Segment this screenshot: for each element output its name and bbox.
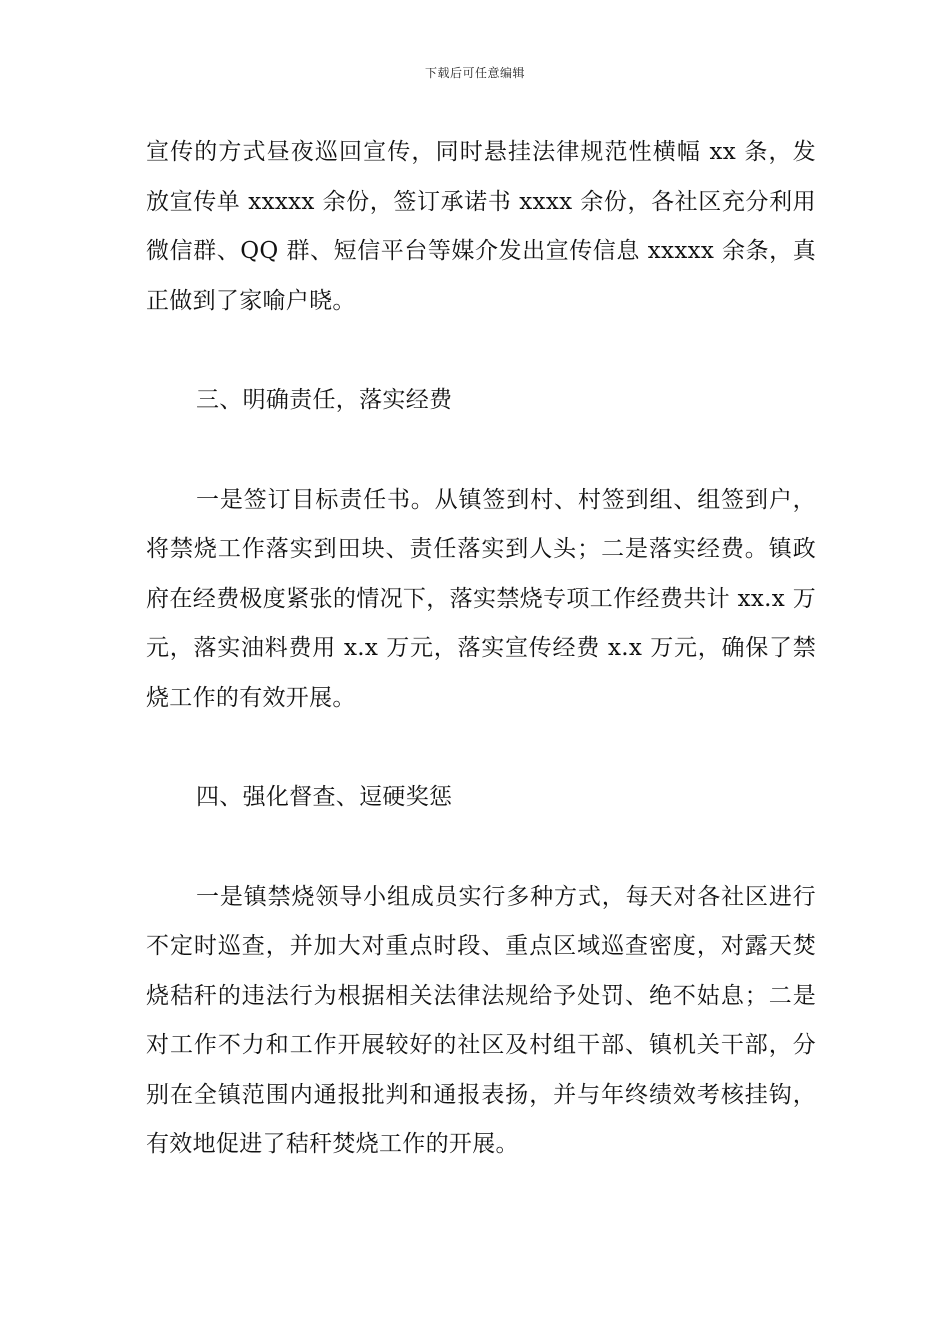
section-heading-3: 三、明确责任，落实经费 [196,387,453,413]
paragraph-gap [146,326,816,376]
paragraph-inspection: 一是镇禁烧领导小组成员实行多种方式，每天对各社区进行不定时巡查，并加大对重点时段、重点区域巡查密度，对露天焚烧秸秆的违法行为根据相关法律法规给予处罚、绝不姑息；二是对工作不力和工作开展较好的社区及村组干部、镇机关干部，分别在全镇范围内通报批判和通报表扬，并与年终绩效考核挂钩，有效地促进了秸秆焚烧工作的开展。 [146,883,816,1157]
paragraph-gap [146,723,816,773]
page-header: 下载后可任意编辑 [424,66,525,80]
paragraph-publicity: 宣传的方式昼夜巡回宣传，同时悬挂法律规范性横幅 xx 条，发放宣传单 xxxxx 余份，签订承诺书 xxxx 余份，各社区充分利用微信群、QQ 群、短信平台等媒介发出宣传信息 xxxxx 余条，真正做到了家喻户晓。 [146,139,816,314]
section-heading-4: 四、强化督查、逗硬奖惩 [196,784,453,810]
paragraph-gap [146,426,816,476]
document-body [146,128,816,1170]
paragraph-responsibility: 一是签订目标责任书。从镇签到村、村签到组、组签到户，将禁烧工作落实到田块、责任落实到人头；二是落实经费。镇政府在经费极度紧张的情况下，落实禁烧专项工作经费共计 xx.x 万元，落实油料费用 x.x 万元，落实宣传经费 x.x 万元，确保了禁烧工作的有效开展。 [146,486,816,711]
paragraph-gap [146,823,816,873]
